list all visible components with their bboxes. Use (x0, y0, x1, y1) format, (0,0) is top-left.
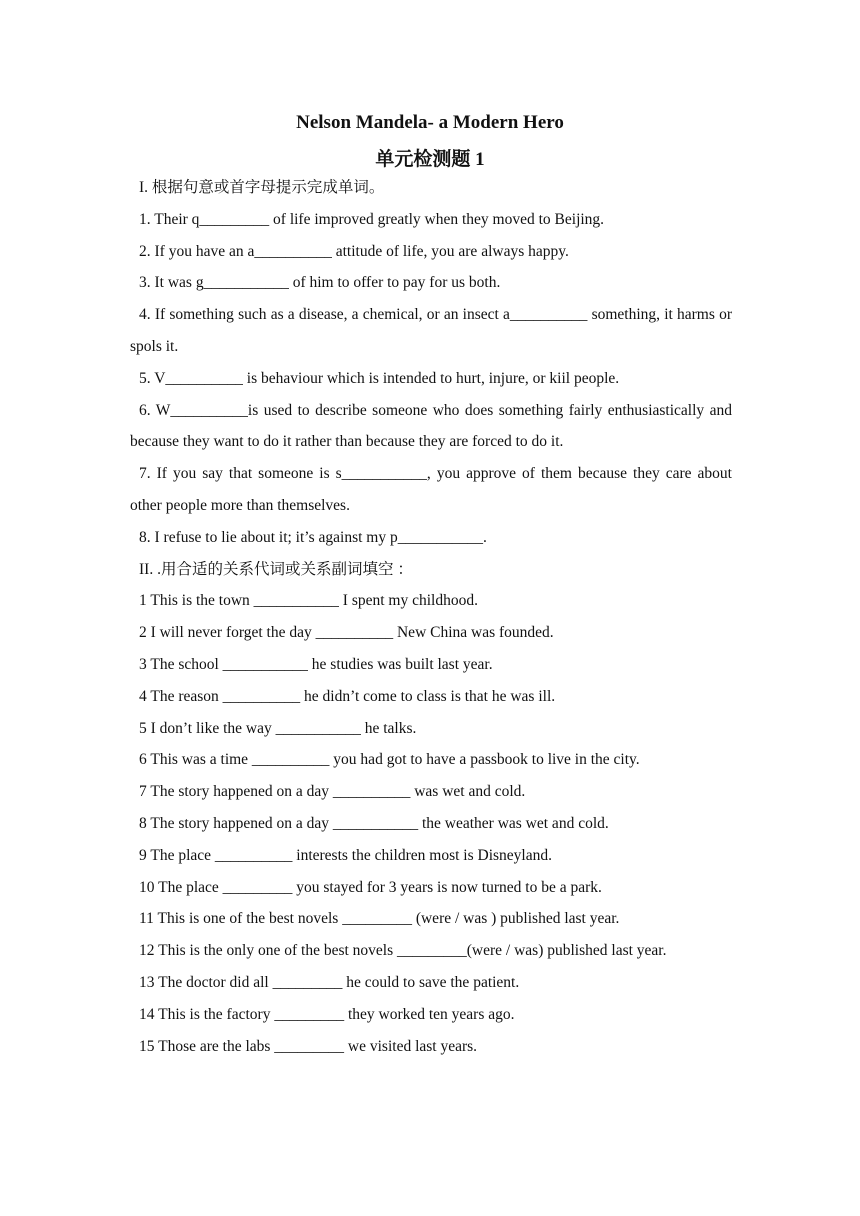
question-1-7: 7. If you say that someone is s___________, you approve of them because they care about other people more than themselves. (130, 465, 732, 514)
question-1-5: 5. V__________ is behaviour which is intended to hurt, injure, or kiil people. (139, 369, 620, 387)
section-2-heading: II. .用合适的关系代词或关系副词填空 ： (139, 560, 413, 578)
question-2-15: 15 Those are the labs _________ we visited last years. (139, 1037, 478, 1055)
question-2-3: 3 The school ___________ he studies was built last year. (139, 655, 493, 673)
document-body (130, 172, 732, 1062)
question-1-1: 1. Their q_________ of life improved greatly when they moved to Beijing. (139, 210, 605, 228)
question-1-2: 2. If you have an a__________ attitude of life, you are always happy. (139, 242, 569, 260)
question-1-3: 3. It was g___________ of him to offer to pay for us both. (139, 274, 501, 292)
document-title: Nelson Mandela- a Modern Hero (296, 112, 564, 133)
question-2-7: 7 The story happened on a day __________ was wet and cold. (139, 783, 526, 801)
document-subtitle: 单元检测题 1 (375, 149, 485, 170)
question-2-5: 5 I don’t like the way ___________ he talks. (139, 719, 417, 737)
question-2-4: 4 The reason __________ he didn’t come to class is that he was ill. (139, 687, 556, 705)
question-1-6: 6. W__________is used to describe someone who does something fairly enthusiastically and because they want to do it rather than because they are forced to do it. (130, 401, 732, 451)
question-1-4: 4. If something such as a disease, a chemical, or an insect a__________ something, it harms or spols it. (130, 306, 732, 355)
question-2-12: 12 This is the only one of the best novels _________(were / was) published last year. (139, 942, 667, 960)
question-2-6: 6 This was a time __________ you had got to have a passbook to live in the city. (139, 751, 640, 769)
question-2-8: 8 The story happened on a day ___________ the weather was wet and cold. (139, 814, 609, 832)
question-2-2: 2 I will never forget the day __________ New China was founded. (139, 624, 554, 642)
question-1-8: 8. I refuse to lie about it; it’s against my p___________. (139, 528, 487, 546)
section-1-heading: I. 根据句意或首字母提示完成单词。 (139, 179, 385, 196)
question-2-14: 14 This is the factory _________ they worked ten years ago. (139, 1005, 515, 1023)
question-2-1: 1 This is the town ___________ I spent my childhood. (139, 592, 478, 610)
question-2-10: 10 The place _________ you stayed for 3 years is now turned to be a park. (139, 878, 602, 896)
question-2-13: 13 The doctor did all _________ he could to save the patient. (139, 973, 520, 991)
question-2-9: 9 The place __________ interests the children most is Disneyland. (139, 846, 552, 864)
question-2-11: 11 This is one of the best novels _________ (were / was ) published last year. (139, 910, 620, 928)
